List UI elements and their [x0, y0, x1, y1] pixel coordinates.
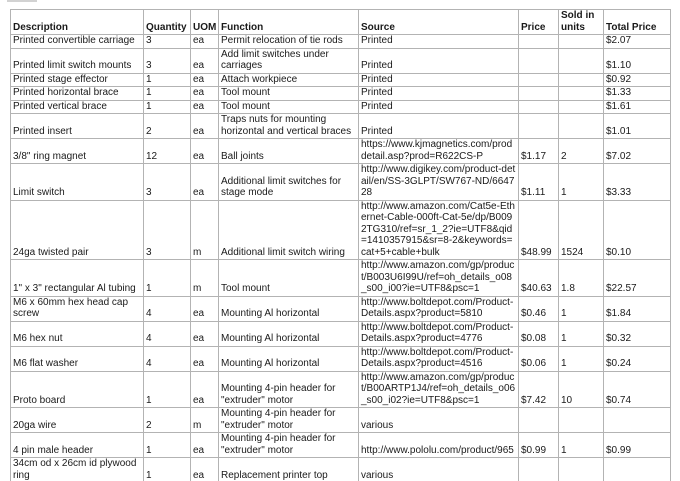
cell-function[interactable]: Mounting 4-pin header for "extruder" motor: [219, 408, 359, 433]
table-row: [11, 100, 671, 114]
cell-uom[interactable]: ea: [191, 35, 219, 49]
table-row: [11, 296, 671, 321]
cell-description[interactable]: 24ga twisted pair: [11, 200, 144, 260]
cell-uom[interactable]: ea: [191, 321, 219, 346]
cell-quantity[interactable]: 1: [144, 260, 191, 297]
cell-price[interactable]: [519, 35, 559, 49]
cell-sold_in_units[interactable]: [559, 48, 604, 73]
cell-quantity[interactable]: 3: [144, 35, 191, 49]
cell-sold_in_units[interactable]: [559, 100, 604, 114]
cell-function[interactable]: Replacement printer top: [219, 458, 359, 481]
cell-total_price[interactable]: $0.32: [604, 321, 671, 346]
cell-sold_in_units[interactable]: 1: [559, 346, 604, 371]
cell-quantity[interactable]: 1: [144, 100, 191, 114]
cell-uom[interactable]: ea: [191, 371, 219, 408]
cell-source[interactable]: http://www.pololu.com/product/965: [359, 433, 519, 458]
cell-quantity[interactable]: 12: [144, 139, 191, 164]
cell-description[interactable]: Printed limit switch mounts: [11, 48, 144, 73]
cell-total_price[interactable]: $1.01: [604, 114, 671, 139]
cell-sold_in_units[interactable]: 1: [559, 321, 604, 346]
cell-function[interactable]: Tool mount: [219, 100, 359, 114]
cell-sold_in_units[interactable]: [559, 73, 604, 87]
cell-uom[interactable]: ea: [191, 164, 219, 201]
cell-sold_in_units[interactable]: 2: [559, 139, 604, 164]
cell-price[interactable]: [519, 114, 559, 139]
cell-sold_in_units[interactable]: 1524: [559, 200, 604, 260]
table-row: [11, 164, 671, 201]
table-row: [11, 408, 671, 433]
cell-description[interactable]: Printed horizontal brace: [11, 87, 144, 101]
table-row: [11, 433, 671, 458]
cell-total_price[interactable]: $1.84: [604, 296, 671, 321]
cell-uom[interactable]: ea: [191, 87, 219, 101]
cell-total_price[interactable]: $0.24: [604, 346, 671, 371]
table-row: [11, 114, 671, 139]
cell-source[interactable]: http://www.digikey.com/product-detail/en/SS-3GLPT/SW767-ND/664728: [359, 164, 519, 201]
cell-price[interactable]: $0.08: [519, 321, 559, 346]
cell-description[interactable]: 3/8" ring magnet: [11, 139, 144, 164]
cell-source[interactable]: http://www.boltdepot.com/Product-Details.aspx?product=5810: [359, 296, 519, 321]
cell-sold_in_units[interactable]: [559, 408, 604, 433]
cell-function[interactable]: Mounting 4-pin header for "extruder" motor: [219, 433, 359, 458]
cell-function[interactable]: Additional limit switches for stage mode: [219, 164, 359, 201]
cell-total_price[interactable]: $3.33: [604, 164, 671, 201]
table-row: [11, 73, 671, 87]
cell-price[interactable]: $0.06: [519, 346, 559, 371]
cell-price[interactable]: [519, 100, 559, 114]
cell-sold_in_units[interactable]: 1.8: [559, 260, 604, 297]
cell-description[interactable]: 20ga wire: [11, 408, 144, 433]
cell-sold_in_units[interactable]: 1: [559, 433, 604, 458]
cell-quantity[interactable]: 1: [144, 371, 191, 408]
cell-total_price[interactable]: $0.74: [604, 371, 671, 408]
cell-price[interactable]: $0.99: [519, 433, 559, 458]
column-header-source[interactable]: Source: [359, 10, 519, 35]
cell-total_price[interactable]: $0.92: [604, 73, 671, 87]
cell-description[interactable]: 4 pin male header: [11, 433, 144, 458]
cell-price[interactable]: $48.99: [519, 200, 559, 260]
table-row: [11, 321, 671, 346]
cell-total_price[interactable]: [604, 408, 671, 433]
cell-uom[interactable]: ea: [191, 433, 219, 458]
cell-uom[interactable]: ea: [191, 458, 219, 481]
cell-function[interactable]: Additional limit switch wiring: [219, 200, 359, 260]
cell-source[interactable]: Printed: [359, 73, 519, 87]
cell-total_price[interactable]: $0.99: [604, 433, 671, 458]
cell-source[interactable]: Printed: [359, 35, 519, 49]
cell-sold_in_units[interactable]: 10: [559, 371, 604, 408]
cell-description[interactable]: Proto board: [11, 371, 144, 408]
cell-quantity[interactable]: 3: [144, 200, 191, 260]
cell-uom[interactable]: ea: [191, 73, 219, 87]
cell-price[interactable]: [519, 87, 559, 101]
table-row: [11, 139, 671, 164]
cell-description[interactable]: Printed insert: [11, 114, 144, 139]
cell-quantity[interactable]: 4: [144, 296, 191, 321]
cell-price[interactable]: $1.17: [519, 139, 559, 164]
column-header-sold_in_units[interactable]: Sold in units: [559, 10, 604, 35]
cell-total_price[interactable]: $7.02: [604, 139, 671, 164]
cell-total_price[interactable]: $1.61: [604, 100, 671, 114]
cell-uom[interactable]: ea: [191, 346, 219, 371]
cell-source[interactable]: http://www.boltdepot.com/Product-Details.aspx?product=4776: [359, 321, 519, 346]
column-header-total_price[interactable]: Total Price: [604, 10, 671, 35]
cell-price[interactable]: [519, 408, 559, 433]
cell-source[interactable]: Printed: [359, 100, 519, 114]
cell-price[interactable]: $0.46: [519, 296, 559, 321]
cell-total_price[interactable]: $2.07: [604, 35, 671, 49]
cell-quantity[interactable]: 2: [144, 408, 191, 433]
cell-source[interactable]: http://www.boltdepot.com/Product-Details.aspx?product=4516: [359, 346, 519, 371]
cell-description[interactable]: M6 flat washer: [11, 346, 144, 371]
cell-price[interactable]: $1.11: [519, 164, 559, 201]
cell-function[interactable]: Permit relocation of tie rods: [219, 35, 359, 49]
cell-source[interactable]: Printed: [359, 48, 519, 73]
cell-sold_in_units[interactable]: [559, 458, 604, 481]
cell-function[interactable]: Ball joints: [219, 139, 359, 164]
cell-sold_in_units[interactable]: [559, 35, 604, 49]
cell-function[interactable]: Traps nuts for mounting horizontal and vertical braces: [219, 114, 359, 139]
cell-function[interactable]: Mounting Al horizontal: [219, 346, 359, 371]
column-header-function[interactable]: Function: [219, 10, 359, 35]
cell-function[interactable]: Mounting Al horizontal: [219, 296, 359, 321]
cell-sold_in_units[interactable]: 1: [559, 296, 604, 321]
table-row: [11, 35, 671, 49]
cell-uom[interactable]: m: [191, 200, 219, 260]
cell-uom[interactable]: ea: [191, 296, 219, 321]
cell-description[interactable]: 1" x 3" rectangular Al tubing: [11, 260, 144, 297]
column-header-description[interactable]: Description: [11, 10, 144, 35]
cell-function[interactable]: Mounting 4-pin header for "extruder" motor: [219, 371, 359, 408]
cell-price[interactable]: $7.42: [519, 371, 559, 408]
cell-uom[interactable]: ea: [191, 100, 219, 114]
table-row: [11, 48, 671, 73]
cell-uom[interactable]: m: [191, 260, 219, 297]
cell-uom[interactable]: ea: [191, 48, 219, 73]
cell-source[interactable]: https://www.kjmagnetics.com/proddetail.asp?prod=R622CS-P: [359, 139, 519, 164]
cell-source[interactable]: various: [359, 458, 519, 481]
table-row: [11, 260, 671, 297]
column-header-quantity[interactable]: Quantity: [144, 10, 191, 35]
cell-function[interactable]: Add limit switches under carriages: [219, 48, 359, 73]
cell-source[interactable]: http://www.amazon.com/gp/product/B00ARTP1J4/ref=oh_details_o06_s00_i02?ie=UTF8&psc=1: [359, 371, 519, 408]
cell-uom[interactable]: ea: [191, 114, 219, 139]
cell-function[interactable]: Attach workpiece: [219, 73, 359, 87]
cell-uom[interactable]: m: [191, 408, 219, 433]
cell-source[interactable]: http://www.amazon.com/Cat5e-Ethernet-Cable-000ft-Cat-5e/dp/B0092TG310/ref=sr_1_2?ie=UTF8&qid=1410357915&sr=8-2&keywords=cat+5+cable+bulk: [359, 200, 519, 260]
cell-function[interactable]: Tool mount: [219, 260, 359, 297]
cell-source[interactable]: various: [359, 408, 519, 433]
table-row: [11, 346, 671, 371]
cell-total_price[interactable]: $1.10: [604, 48, 671, 73]
table-body: [11, 35, 671, 481]
cell-function[interactable]: Mounting Al horizontal: [219, 321, 359, 346]
cell-description[interactable]: Printed stage effector: [11, 73, 144, 87]
cell-price[interactable]: [519, 48, 559, 73]
cell-price[interactable]: $40.63: [519, 260, 559, 297]
cell-description[interactable]: M6 x 60mm hex head cap screw: [11, 296, 144, 321]
cell-price[interactable]: [519, 73, 559, 87]
cell-quantity[interactable]: 2: [144, 114, 191, 139]
clipped-row-above-fragment: [7, 0, 37, 2]
cell-price[interactable]: [519, 458, 559, 481]
cell-sold_in_units[interactable]: [559, 87, 604, 101]
cell-quantity[interactable]: 4: [144, 321, 191, 346]
cell-sold_in_units[interactable]: [559, 114, 604, 139]
cell-description[interactable]: Printed vertical brace: [11, 100, 144, 114]
cell-quantity[interactable]: 4: [144, 346, 191, 371]
table-row: [11, 200, 671, 260]
table-row: [11, 371, 671, 408]
cell-description[interactable]: Printed convertible carriage: [11, 35, 144, 49]
cell-function[interactable]: Tool mount: [219, 87, 359, 101]
cell-total_price[interactable]: $0.10: [604, 200, 671, 260]
table-row: [11, 87, 671, 101]
bom-table: [10, 9, 671, 481]
cell-quantity[interactable]: 3: [144, 164, 191, 201]
cell-total_price[interactable]: $1.33: [604, 87, 671, 101]
cell-source[interactable]: Printed: [359, 114, 519, 139]
cell-quantity[interactable]: 1: [144, 458, 191, 481]
cell-description[interactable]: 34cm od x 26cm id plywood ring: [11, 458, 144, 481]
cell-total_price[interactable]: $22.57: [604, 260, 671, 297]
table-row: [11, 458, 671, 481]
cell-description[interactable]: Limit switch: [11, 164, 144, 201]
cell-quantity[interactable]: 3: [144, 48, 191, 73]
cell-source[interactable]: Printed: [359, 87, 519, 101]
cell-uom[interactable]: ea: [191, 139, 219, 164]
bom-table-container: [10, 9, 672, 481]
cell-description[interactable]: M6 hex nut: [11, 321, 144, 346]
column-header-price[interactable]: Price: [519, 10, 559, 35]
cell-quantity[interactable]: 1: [144, 433, 191, 458]
column-header-uom[interactable]: UOM: [191, 10, 219, 35]
cell-quantity[interactable]: 1: [144, 87, 191, 101]
cell-quantity[interactable]: 1: [144, 73, 191, 87]
cell-source[interactable]: http://www.amazon.com/gp/product/B003U6I99U/ref=oh_details_o08_s00_i00?ie=UTF8&psc=1: [359, 260, 519, 297]
header-row: [11, 10, 671, 35]
cell-sold_in_units[interactable]: 1: [559, 164, 604, 201]
cell-total_price[interactable]: [604, 458, 671, 481]
